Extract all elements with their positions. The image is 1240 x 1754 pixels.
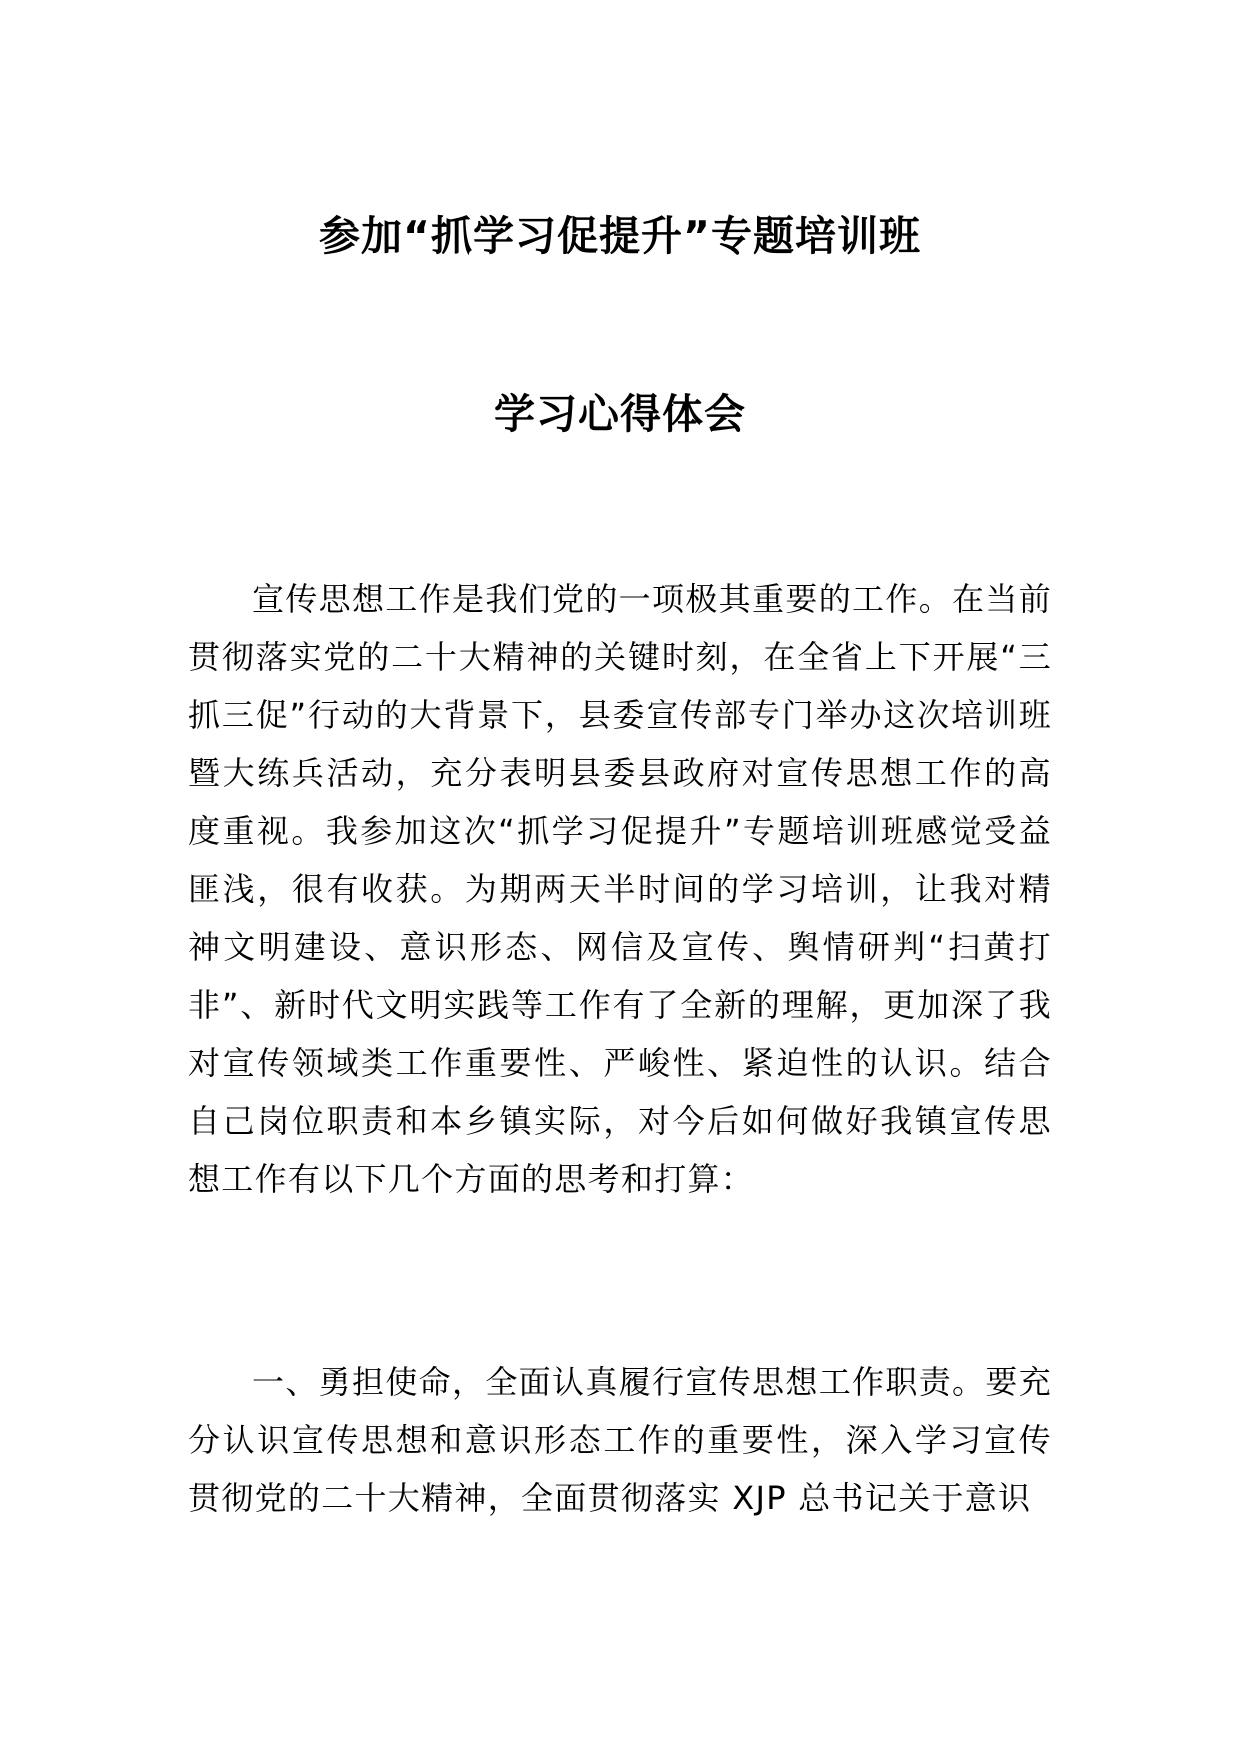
document-title-line-1: 参加“抓学习促提升”专题培训班 (319, 212, 921, 260)
body-paragraph-section-1: 一、勇担使命，全面认真履行宣传思想工作职责。要充分认识宣传思想和意识形态工作的重要性，深入学习宣传贯彻党的二十大精神，全面贯彻落实 XJP 总书记关于意识 (188, 1363, 1052, 1517)
body-paragraph-intro: 宣传思想工作是我们党的一项极其重要的工作。在当前贯彻落实党的二十大精神的关键时刻，在全省上下开展“三抓三促”行动的大背景下，县委宣传部专门举办这次培训班暨大练兵活动，充分表明县委县政府对宣传思想工作的高度重视。我参加这次“抓学习促提升”专题培训班感觉受益匪浅，很有收获。为期两天半时间的学习培训，让我对精神文明建设、意识形态、网信及宣传、舆情研判“扫黄打非”、新时代文明实践等工作有了全新的理解，更加深了我对宣传领域类工作重要性、严峻性、紧迫性的认识。结合自己岗位职责和本乡镇实际，对今后如何做好我镇宣传思想工作有以下几个方面的思考和打算： (188, 580, 1052, 1198)
document-title-line-2: 学习心得体会 (494, 390, 746, 438)
